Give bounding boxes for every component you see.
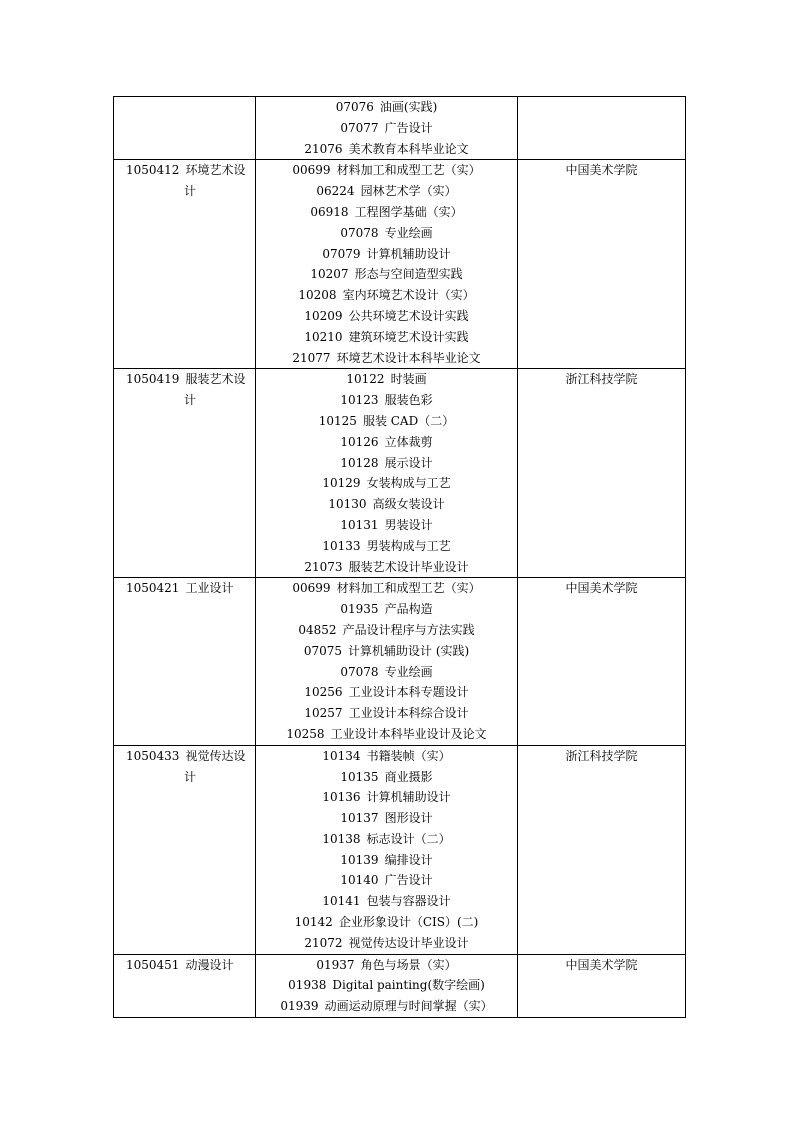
course-name: 工业设计本科专题设计 [348, 685, 469, 700]
course-item [256, 850, 517, 871]
course-name: 商业摄影 [384, 769, 433, 784]
course-name: 展示设计 [384, 455, 433, 470]
course-name: 标志设计（二） [366, 831, 451, 846]
course-name: 专业绘画 [384, 225, 433, 240]
course-name: 服装色彩 [384, 393, 433, 408]
course-name: 工业设计本科毕业设计及论文 [330, 726, 487, 741]
major-name-continued: 计 [184, 184, 197, 199]
course-code: 10258 [286, 726, 325, 741]
course-code: 07079 [322, 246, 361, 261]
course-item [256, 557, 517, 578]
course-code: 00699 [292, 163, 331, 178]
major-name: 动漫设计 [185, 957, 234, 972]
course-name: 女装构成与工艺 [366, 476, 451, 491]
course-name: 工程图学基础（实） [354, 204, 463, 219]
course-code: 10131 [340, 517, 379, 532]
course-code: 07076 [335, 100, 374, 114]
major-line [126, 160, 253, 181]
table-row [114, 97, 686, 160]
course-item [256, 682, 517, 703]
major-code: 1050451 [126, 957, 180, 972]
course-name: 图形设计 [384, 811, 433, 826]
course-name: 编排设计 [384, 852, 433, 867]
course-code: 10138 [322, 831, 361, 846]
course-code: 10128 [340, 455, 379, 470]
major-line [126, 955, 253, 976]
course-code: 10209 [304, 308, 343, 323]
school-name: 中国美术学院 [565, 163, 638, 178]
major-cell [114, 954, 256, 1017]
course-code: 10137 [340, 811, 379, 826]
course-item [256, 432, 517, 453]
course-code: 00699 [292, 581, 331, 596]
course-name: 公共环境艺术设计实践 [348, 308, 469, 323]
course-name: 计算机辅助设计 [366, 246, 451, 261]
course-code: 01938 [288, 978, 327, 993]
course-item [256, 662, 517, 683]
course-code: 06918 [310, 204, 349, 219]
course-code: 10129 [322, 476, 361, 491]
major-line [126, 369, 253, 390]
course-name: 包装与容器设计 [366, 894, 451, 909]
course-item [256, 473, 517, 494]
course-code: 10125 [318, 413, 357, 428]
course-name: 书籍装帧（实） [366, 748, 451, 763]
course-item [256, 620, 517, 641]
course-item [256, 348, 517, 369]
major-code: 1050433 [126, 748, 180, 763]
school-cell [518, 160, 686, 369]
course-name: 专业绘画 [384, 664, 433, 679]
course-code: 21073 [304, 559, 343, 574]
course-name: 广告设计 [384, 120, 433, 135]
major-line [126, 746, 253, 767]
course-name: 服装艺术设计毕业设计 [348, 559, 469, 574]
course-item [256, 411, 517, 432]
course-name: 角色与场景（实） [360, 957, 457, 972]
table-row [114, 160, 686, 369]
course-item [256, 306, 517, 327]
course-code: 10130 [328, 497, 367, 512]
course-code: 21077 [292, 350, 331, 365]
school-name: 浙江科技学院 [565, 748, 638, 763]
course-code: 01935 [340, 602, 379, 617]
course-item [256, 369, 517, 390]
major-code: 1050421 [126, 581, 180, 596]
course-name: 服装 CAD（二） [362, 413, 455, 428]
course-item [256, 767, 517, 788]
course-name: 工业设计本科综合设计 [348, 706, 469, 721]
courses-cell [256, 160, 518, 369]
courses-cell [256, 578, 518, 745]
course-name: 美术教育本科毕业论文 [348, 141, 469, 156]
course-item [256, 912, 517, 933]
course-name: 材料加工和成型工艺（实） [336, 581, 481, 596]
course-code: 10210 [304, 329, 343, 344]
course-name: 计算机辅助设计 (实践) [348, 643, 470, 658]
course-name: 油画(实践) [379, 100, 438, 114]
course-item [256, 829, 517, 850]
course-item [256, 390, 517, 411]
course-item [256, 327, 517, 348]
course-item [256, 244, 517, 265]
course-code: 01939 [280, 999, 319, 1014]
major-cell [114, 97, 256, 160]
major-name: 服装艺术设 [185, 372, 246, 387]
course-code: 10122 [346, 372, 385, 387]
course-code: 10134 [322, 748, 361, 763]
course-name: 企业形象设计（CIS）(二) [338, 915, 479, 930]
major-code: 1050412 [126, 163, 180, 178]
course-code: 21076 [304, 141, 343, 156]
course-item [256, 746, 517, 767]
table-row [114, 369, 686, 578]
course-code: 07078 [340, 225, 379, 240]
course-item [256, 891, 517, 912]
course-code: 04852 [298, 622, 337, 637]
major-line [126, 578, 253, 599]
course-code: 10133 [322, 538, 361, 553]
course-item [256, 181, 517, 202]
course-name: 产品构造 [384, 602, 433, 617]
course-name: 男装构成与工艺 [366, 538, 451, 553]
course-item [256, 223, 517, 244]
table-row [114, 578, 686, 745]
course-item [256, 955, 517, 976]
course-item [256, 515, 517, 536]
course-table-body [114, 97, 686, 1018]
course-code: 10126 [340, 434, 379, 449]
course-code: 10140 [340, 873, 379, 888]
course-item [256, 975, 517, 996]
major-name: 工业设计 [185, 581, 234, 596]
course-code: 10207 [310, 267, 349, 282]
course-code: 10136 [322, 790, 361, 805]
major-name-continued: 计 [184, 393, 197, 408]
course-item [256, 118, 517, 139]
course-name: 视觉传达设计毕业设计 [348, 935, 469, 950]
course-item [256, 139, 517, 160]
course-name: 时装画 [390, 372, 427, 387]
course-item [256, 285, 517, 306]
course-name: 计算机辅助设计 [366, 790, 451, 805]
major-name: 环境艺术设 [185, 163, 246, 178]
course-item [256, 536, 517, 557]
courses-cell [256, 97, 518, 160]
course-name: 产品设计程序与方法实践 [342, 622, 475, 637]
course-code: 07077 [340, 120, 379, 135]
course-item [256, 641, 517, 662]
school-cell [518, 369, 686, 578]
course-name: 男装设计 [384, 517, 433, 532]
school-name: 浙江科技学院 [565, 372, 638, 387]
table-row [114, 745, 686, 954]
course-code: 06224 [316, 184, 355, 199]
course-code: 10208 [298, 288, 337, 303]
course-name: Digital painting(数字绘画) [332, 978, 485, 993]
course-code: 01937 [316, 957, 355, 972]
course-item [256, 264, 517, 285]
course-name: 立体裁剪 [384, 434, 433, 449]
major-cell [114, 745, 256, 954]
major-cell [114, 578, 256, 745]
course-item [256, 808, 517, 829]
course-item [256, 933, 517, 954]
course-name: 建筑环境艺术设计实践 [348, 329, 469, 344]
school-name: 中国美术学院 [565, 581, 638, 596]
course-code: 10141 [322, 894, 361, 909]
course-code: 21072 [304, 935, 343, 950]
courses-cell [256, 369, 518, 578]
courses-cell [256, 745, 518, 954]
course-name: 室内环境艺术设计（实） [342, 288, 475, 303]
course-item [256, 724, 517, 745]
course-code: 10135 [340, 769, 379, 784]
major-cell [114, 160, 256, 369]
course-item [256, 703, 517, 724]
course-code: 07075 [303, 643, 342, 658]
major-name: 视觉传达设 [185, 748, 246, 763]
course-item [256, 996, 517, 1017]
course-item [256, 453, 517, 474]
course-item [256, 787, 517, 808]
course-name: 广告设计 [384, 873, 433, 888]
course-item [256, 97, 517, 118]
major-name-continued: 计 [184, 769, 197, 784]
course-name: 动画运动原理与时间掌握（实） [324, 999, 493, 1014]
course-name: 形态与空间造型实践 [354, 267, 463, 282]
course-code: 07078 [340, 664, 379, 679]
school-cell [518, 745, 686, 954]
school-cell [518, 578, 686, 745]
major-cell [114, 369, 256, 578]
course-item [256, 578, 517, 599]
course-code: 10142 [294, 915, 333, 930]
course-name: 园林艺术学（实） [360, 184, 457, 199]
course-code: 10139 [340, 852, 379, 867]
course-item [256, 870, 517, 891]
course-table [113, 96, 686, 1018]
course-item [256, 202, 517, 223]
course-name: 高级女装设计 [372, 497, 445, 512]
course-name: 材料加工和成型工艺（实） [336, 163, 481, 178]
course-item [256, 160, 517, 181]
courses-cell [256, 954, 518, 1017]
course-item [256, 494, 517, 515]
course-code: 10256 [304, 685, 343, 700]
course-name: 环境艺术设计本科毕业论文 [336, 350, 481, 365]
course-code: 10257 [304, 706, 343, 721]
school-name: 中国美术学院 [565, 957, 638, 972]
course-item [256, 599, 517, 620]
table-row [114, 954, 686, 1017]
school-cell [518, 954, 686, 1017]
course-code: 10123 [340, 393, 379, 408]
major-code: 1050419 [126, 372, 180, 387]
school-cell [518, 97, 686, 160]
